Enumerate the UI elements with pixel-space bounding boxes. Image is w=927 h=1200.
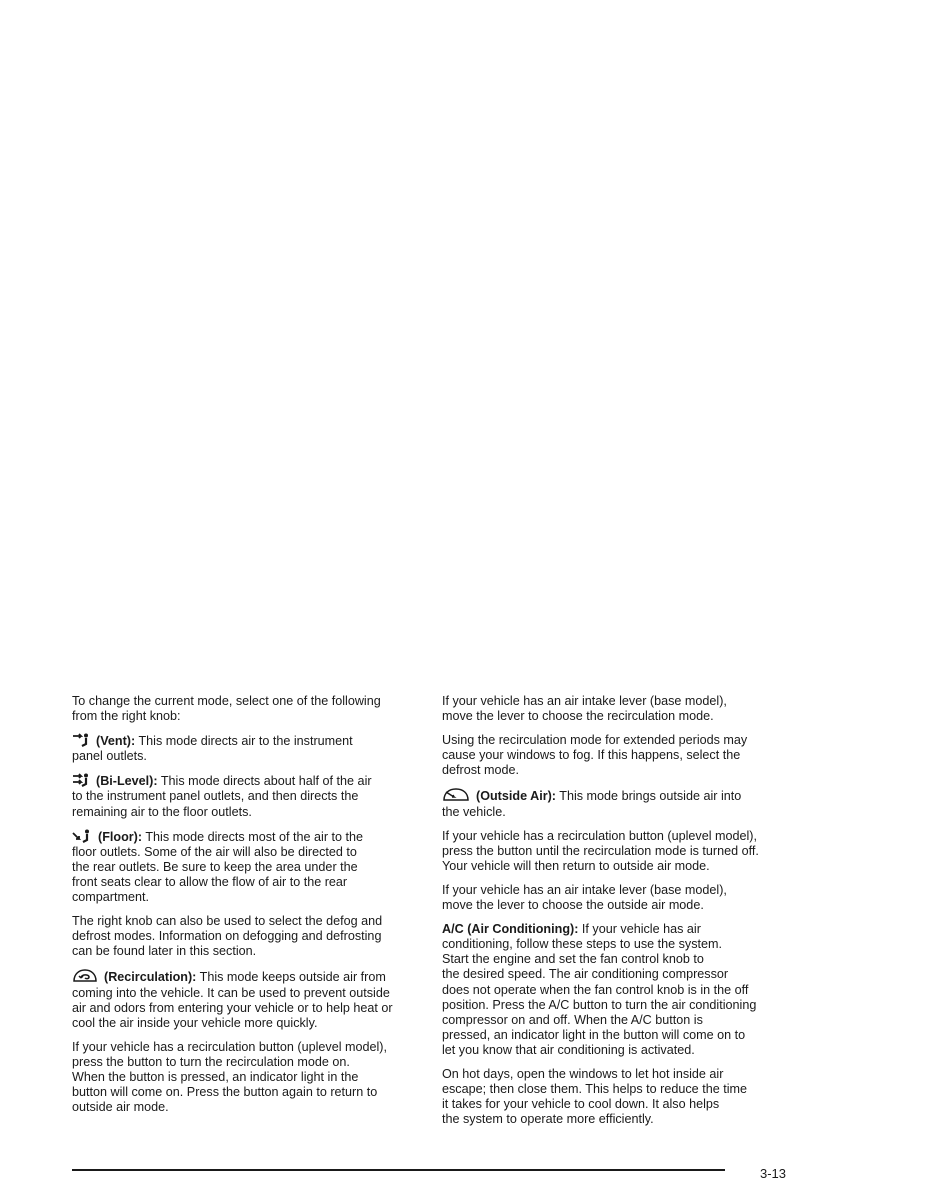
recirc-button-paragraph: If your vehicle has a recirculation button (uplevel model), press the button to turn the recirculation mode on. When the button is pressed, an indicator light in the button will come on. Press the button again to return to outside air mode. xyxy=(72,1039,388,1115)
ac-label: A/C (Air Conditioning): xyxy=(442,922,579,937)
recirc-button-off-paragraph: If your vehicle has a recirculation button (uplevel model), press the button until the recirculation mode is turned off. Your vehicle will then return to outside air mode. xyxy=(442,828,759,873)
outside-air-icon xyxy=(442,787,470,802)
outside-air-paragraph: (Outside Air): This mode brings outside air into the vehicle. xyxy=(442,789,742,819)
footer-divider xyxy=(72,1169,725,1171)
vent-mode-icon xyxy=(72,733,90,747)
vent-label: (Vent): xyxy=(96,734,136,749)
recirculation-icon xyxy=(72,968,98,983)
right-column xyxy=(442,694,792,1136)
hot-days-paragraph: On hot days, open the windows to let hot inside air escape; then close them. This helps to reduce the time it takes for your vehicle to cool down. It also helps the system to operate more efficiently. xyxy=(442,1066,747,1127)
intro-paragraph: To change the current mode, select one of the following from the right knob: xyxy=(72,694,381,724)
bilevel-paragraph: (Bi-Level): This mode directs about half of the air to the instrument panel outlets, and then directs the remaining air to the floor outlets. xyxy=(72,774,372,819)
lever-recirc-paragraph: If your vehicle has an air intake lever (base model), move the lever to choose the recirculation mode. xyxy=(442,694,727,724)
floor-mode-icon xyxy=(72,829,92,843)
lever-outside-paragraph: If your vehicle has an air intake lever (base model), move the lever to choose the outside air mode. xyxy=(442,882,727,913)
vent-paragraph: (Vent): This mode directs air to the instrument panel outlets. xyxy=(72,734,353,764)
floor-label: (Floor): xyxy=(98,829,143,844)
recirculation-label: (Recirculation): xyxy=(104,970,197,985)
recirculation-paragraph: (Recirculation): This mode keeps outside air from coming into the vehicle. It can be used to prevent outside air and odors from entering your vehicle or to help heat or cool the air inside your vehicle more quickly. xyxy=(72,970,393,1030)
extended-use-paragraph: Using the recirculation mode for extended periods may cause your windows to fog. If this happens, select the defrost mode. xyxy=(442,733,748,778)
bilevel-label: (Bi-Level): xyxy=(96,774,158,789)
ac-paragraph: A/C (Air Conditioning): If your vehicle has air conditioning, follow these steps to use the system. Start the engine and set the fan control knob to the desired speed. The air conditioning compressor does not operate when the fan control knob is in the off position. Press the A/C button to turn the air conditioning compressor on and off. When the A/C button is pressed, an indicator light in the button will come on to let you know that air conditioning is activated. xyxy=(442,922,757,1057)
left-column xyxy=(72,694,424,1124)
bilevel-mode-icon xyxy=(72,773,90,787)
outside-air-label: (Outside Air): xyxy=(476,789,556,804)
defog-paragraph: The right knob can also be used to select the defog and defrost modes. Information on defogging and defrosting can be found later in this section. xyxy=(72,914,383,959)
floor-paragraph: (Floor): This mode directs most of the air to the floor outlets. Some of the air will also be directed to the rear outlets. Be sure to keep the area under the front seats clear to allow the flow of air to the rear compartment. xyxy=(72,829,364,905)
page-number: 3-13 xyxy=(760,1166,787,1181)
